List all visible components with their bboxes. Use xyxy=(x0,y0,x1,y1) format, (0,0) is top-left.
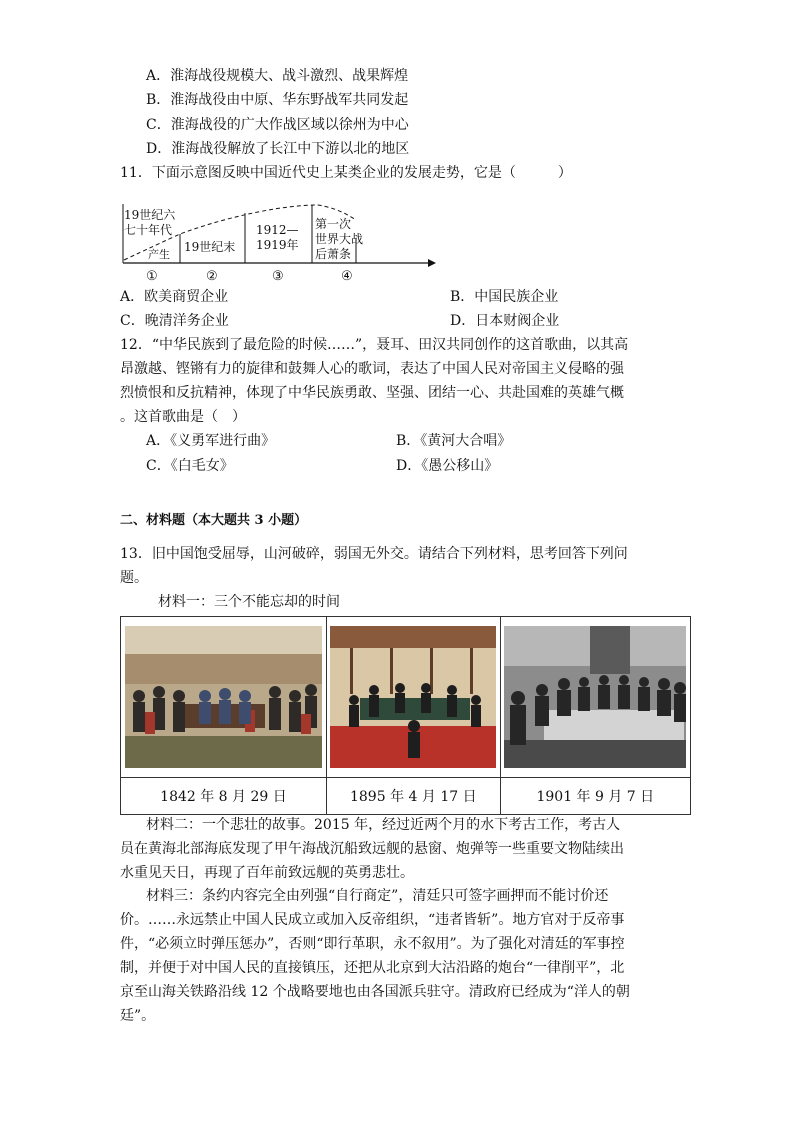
q11-stem: 11．下面示意图反映中国近代史上某类企业的发展走势，它是（ ） xyxy=(120,165,572,181)
q11-option-b: B．中国民族企业 xyxy=(450,289,559,305)
stage1-label-3: 产生 xyxy=(148,248,170,261)
photo-cell xyxy=(500,617,690,778)
q12-stem-line3: 烈愤恨和反抗精神，体现了中华民族勇敢、坚强、团结一心、共赴国难的英雄气概 xyxy=(120,385,624,401)
nanjing-treaty-painting xyxy=(125,626,322,768)
material3-line1: 材料三：条约内容完全由列强“自行商定”，清廷只可签字画押而不能讨价还 xyxy=(146,888,609,904)
q11-option-c: C．晚清洋务企业 xyxy=(120,313,229,329)
material2-line2: 员在黄海北部海底发现了甲午海战沉船致远舰的悬窗、炮弹等一些重要文物陆续出 xyxy=(120,841,624,857)
q13-stem-line1: 13．旧中国饱受屈辱，山河破碎，弱国无外交。请结合下列材料，思考回答下列问 xyxy=(120,546,628,562)
q12-stem-line2: 昂激越、铿锵有力的旋律和鼓舞人心的歌词，表达了中国人民对帝国主义侵略的强 xyxy=(120,361,624,377)
photo-caption-1901: 1901 年 9 月 7 日 xyxy=(500,778,690,815)
q12-option-d: D．《愚公移山》 xyxy=(396,458,499,474)
material3-line5: 京至山海关铁路沿线 12 个战略要地也由各国派兵驻守。清政府已经成为“洋人的朝 xyxy=(120,984,630,1000)
stage1-label-1: 19世纪六 xyxy=(124,208,176,222)
stage4-label-3: 后萧条 xyxy=(315,247,352,261)
stage3-label-2: 1919年 xyxy=(256,238,299,252)
material2-line3: 水重见天日，再现了百年前致远舰的英勇悲壮。 xyxy=(120,865,414,881)
stage3-label-1: 1912— xyxy=(256,223,299,237)
marker-2: ② xyxy=(206,269,218,284)
stage4-label-1: 第一次 xyxy=(315,217,352,231)
photo-cell xyxy=(326,617,500,778)
material2-line1: 材料二：一个悲壮的故事。2015 年，经过近两个月的水下考古工作，考古人 xyxy=(146,817,621,833)
treaty-photo-table xyxy=(120,616,691,815)
enterprise-trend-diagram xyxy=(118,196,438,284)
material3-line4: 制，并便于对中国人民的直接镇压，还把从北京到大沽沿路的炮台“一律削平”，北 xyxy=(120,960,625,976)
material1-title: 材料一：三个不能忘却的时间 xyxy=(158,594,340,610)
q11-option-d: D．日本财阀企业 xyxy=(450,313,560,329)
q12-option-b: B．《黄河大合唱》 xyxy=(396,433,512,449)
stage4-label-2: 世界大战 xyxy=(315,232,364,246)
material3-line3: 件，“必须立时弹压惩办”，否则“即行革职，永不叙用”。为了强化对清廷的军事控 xyxy=(120,936,625,952)
material3-line2: 价。……永远禁止中国人民成立或加入反帝组织，“违者皆斩”。地方官对于反帝事 xyxy=(120,912,625,928)
photo-caption-1895: 1895 年 4 月 17 日 xyxy=(326,778,500,815)
q12-stem-line4: 。这首歌曲是（ ） xyxy=(120,409,246,425)
shimonoseki-treaty-painting xyxy=(330,626,496,768)
q10-option-d: D．淮海战役解放了长江中下游以北的地区 xyxy=(146,141,410,157)
stage2-label: 19世纪末 xyxy=(184,240,236,254)
q12-stem-line1: 12．“中华民族到了最危险的时候……”，聂耳、田汉共同创作的这首歌曲，以其高 xyxy=(120,337,629,353)
q13-stem-line2: 题。 xyxy=(120,570,148,586)
stage1-label-2: 七十年代 xyxy=(124,223,173,237)
q12-option-c: C．《白毛女》 xyxy=(146,458,234,474)
q10-option-b: B．淮海战役由中原、华东野战军共同发起 xyxy=(146,92,409,108)
marker-1: ① xyxy=(146,269,158,284)
q10-option-c: C．淮海战役的广大作战区域以徐州为中心 xyxy=(146,117,409,133)
photo-caption-1842: 1842 年 8 月 29 日 xyxy=(121,778,327,815)
marker-4: ④ xyxy=(341,269,353,284)
photo-cell xyxy=(121,617,327,778)
section-title: 二、材料题（本大题共 3 小题） xyxy=(120,513,308,528)
q11-option-a: A．欧美商贸企业 xyxy=(120,289,229,305)
boxer-protocol-photo xyxy=(504,626,686,768)
q10-option-a: A．淮海战役规模大、战斗激烈、战果辉煌 xyxy=(146,68,409,84)
material3-line6: 廷”。 xyxy=(120,1008,156,1024)
q12-option-a: A．《义勇军进行曲》 xyxy=(146,433,276,449)
marker-3: ③ xyxy=(272,269,284,284)
axis-arrow xyxy=(428,259,436,267)
